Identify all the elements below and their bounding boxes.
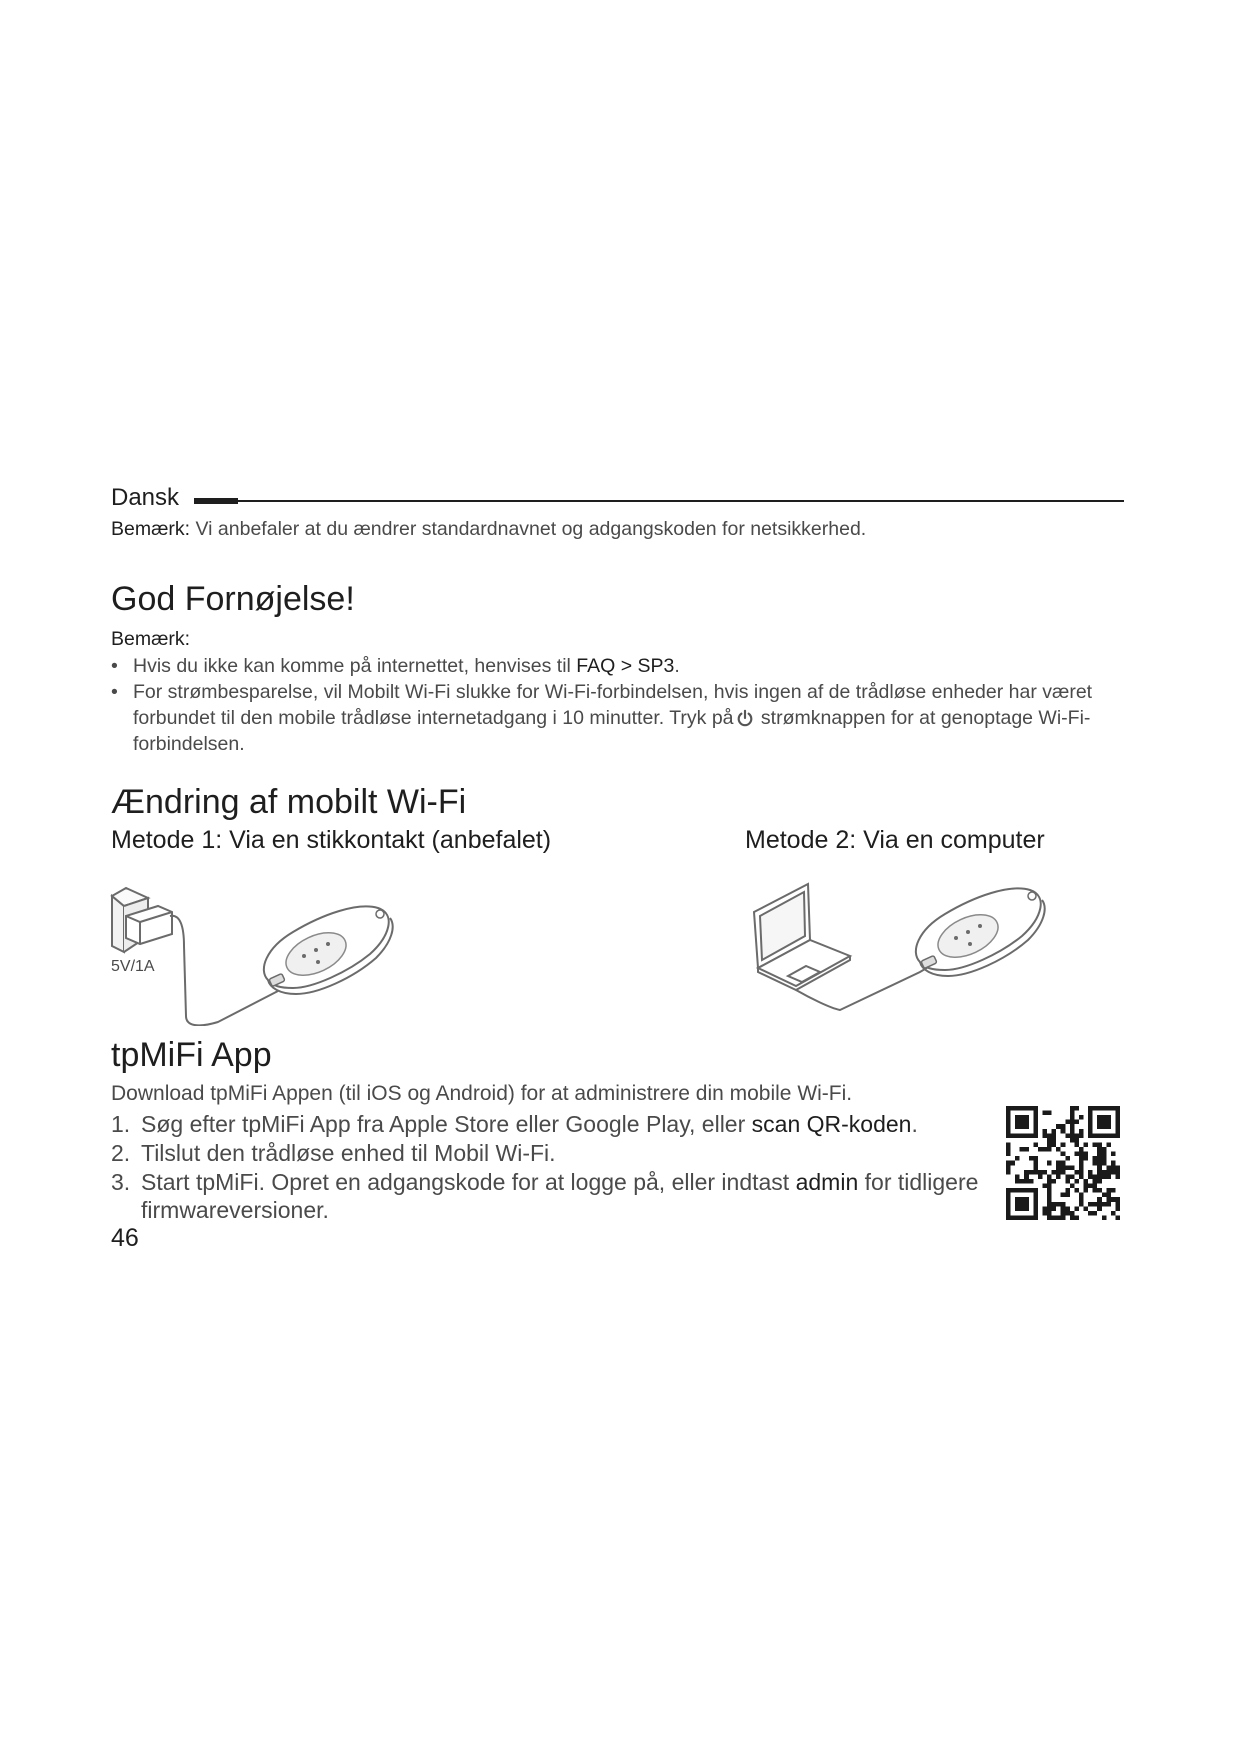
mobile-wifi-device: [264, 906, 393, 994]
enjoy-notes-list: [111, 653, 1121, 757]
faq-reference: FAQ > SP3: [576, 655, 675, 677]
qr-code[interactable]: [1006, 1106, 1120, 1220]
enjoy-note-label: Bemærk:: [111, 628, 191, 650]
scan-qr-text: scan QR-koden: [751, 1111, 912, 1137]
method-2-label: Metode 2: Via en computer: [745, 826, 1045, 854]
change-wifi-heading: Ændring af mobilt Wi-Fi: [111, 783, 467, 821]
wall-outlet-icon: [112, 888, 172, 952]
top-note-text: Vi anbefaler at du ændrer standardnavnet og adgangskoden for netsikkerhed.: [190, 518, 867, 540]
header-divider: [238, 500, 1124, 502]
app-steps-list: [111, 1110, 991, 1225]
voltage-label: 5V/1A: [111, 958, 155, 975]
enjoy-heading: God Fornøjelse!: [111, 580, 355, 618]
app-heading: tpMiFi App: [111, 1036, 272, 1074]
laptop-icon: [754, 884, 850, 990]
list-item: 2. Tilslut den trådløse enhed til Mobil Wi-Fi.: [111, 1140, 556, 1166]
power-icon: [736, 709, 754, 727]
admin-text: admin: [795, 1169, 859, 1195]
top-note-label: Bemærk:: [111, 518, 191, 540]
list-item: • Hvis du ikke kan komme på internettet, henvises til FAQ > SP3.: [111, 655, 680, 677]
app-download-text: Download tpMiFi Appen (til iOS og Android) for at administrere din mobile Wi-Fi.: [111, 1082, 853, 1105]
language-label: Dansk: [111, 484, 180, 511]
page-number: 46: [111, 1224, 139, 1252]
charging-cable: [170, 916, 278, 1026]
outlet-connection-illustration: [108, 876, 448, 1026]
top-note: [111, 518, 866, 541]
method-1-label: Metode 1: Via en stikkontakt (anbefalet): [111, 826, 552, 854]
list-item: • For strømbesparelse, vil Mobilt Wi-Fi slukke for Wi-Fi-forbindelsen, hvis ingen af de trådløse enheder har været forbundet til den mobile trådløse internetadgang i 10 minutter. Tryk på strømknappen for at genoptage Wi-Fi-forbindelsen.: [111, 681, 1093, 755]
list-item: 3. Start tpMiFi. Opret en adgangskode for at logge på, eller indtast admin for tidligere firmwareversioner.: [111, 1169, 979, 1223]
language-marker-bar: [194, 498, 238, 504]
computer-connection-illustration: [750, 876, 1070, 1026]
mobile-wifi-device: [916, 888, 1045, 976]
list-item: 1. Søg efter tpMiFi App fra Apple Store eller Google Play, eller scan QR-koden.: [111, 1111, 918, 1137]
